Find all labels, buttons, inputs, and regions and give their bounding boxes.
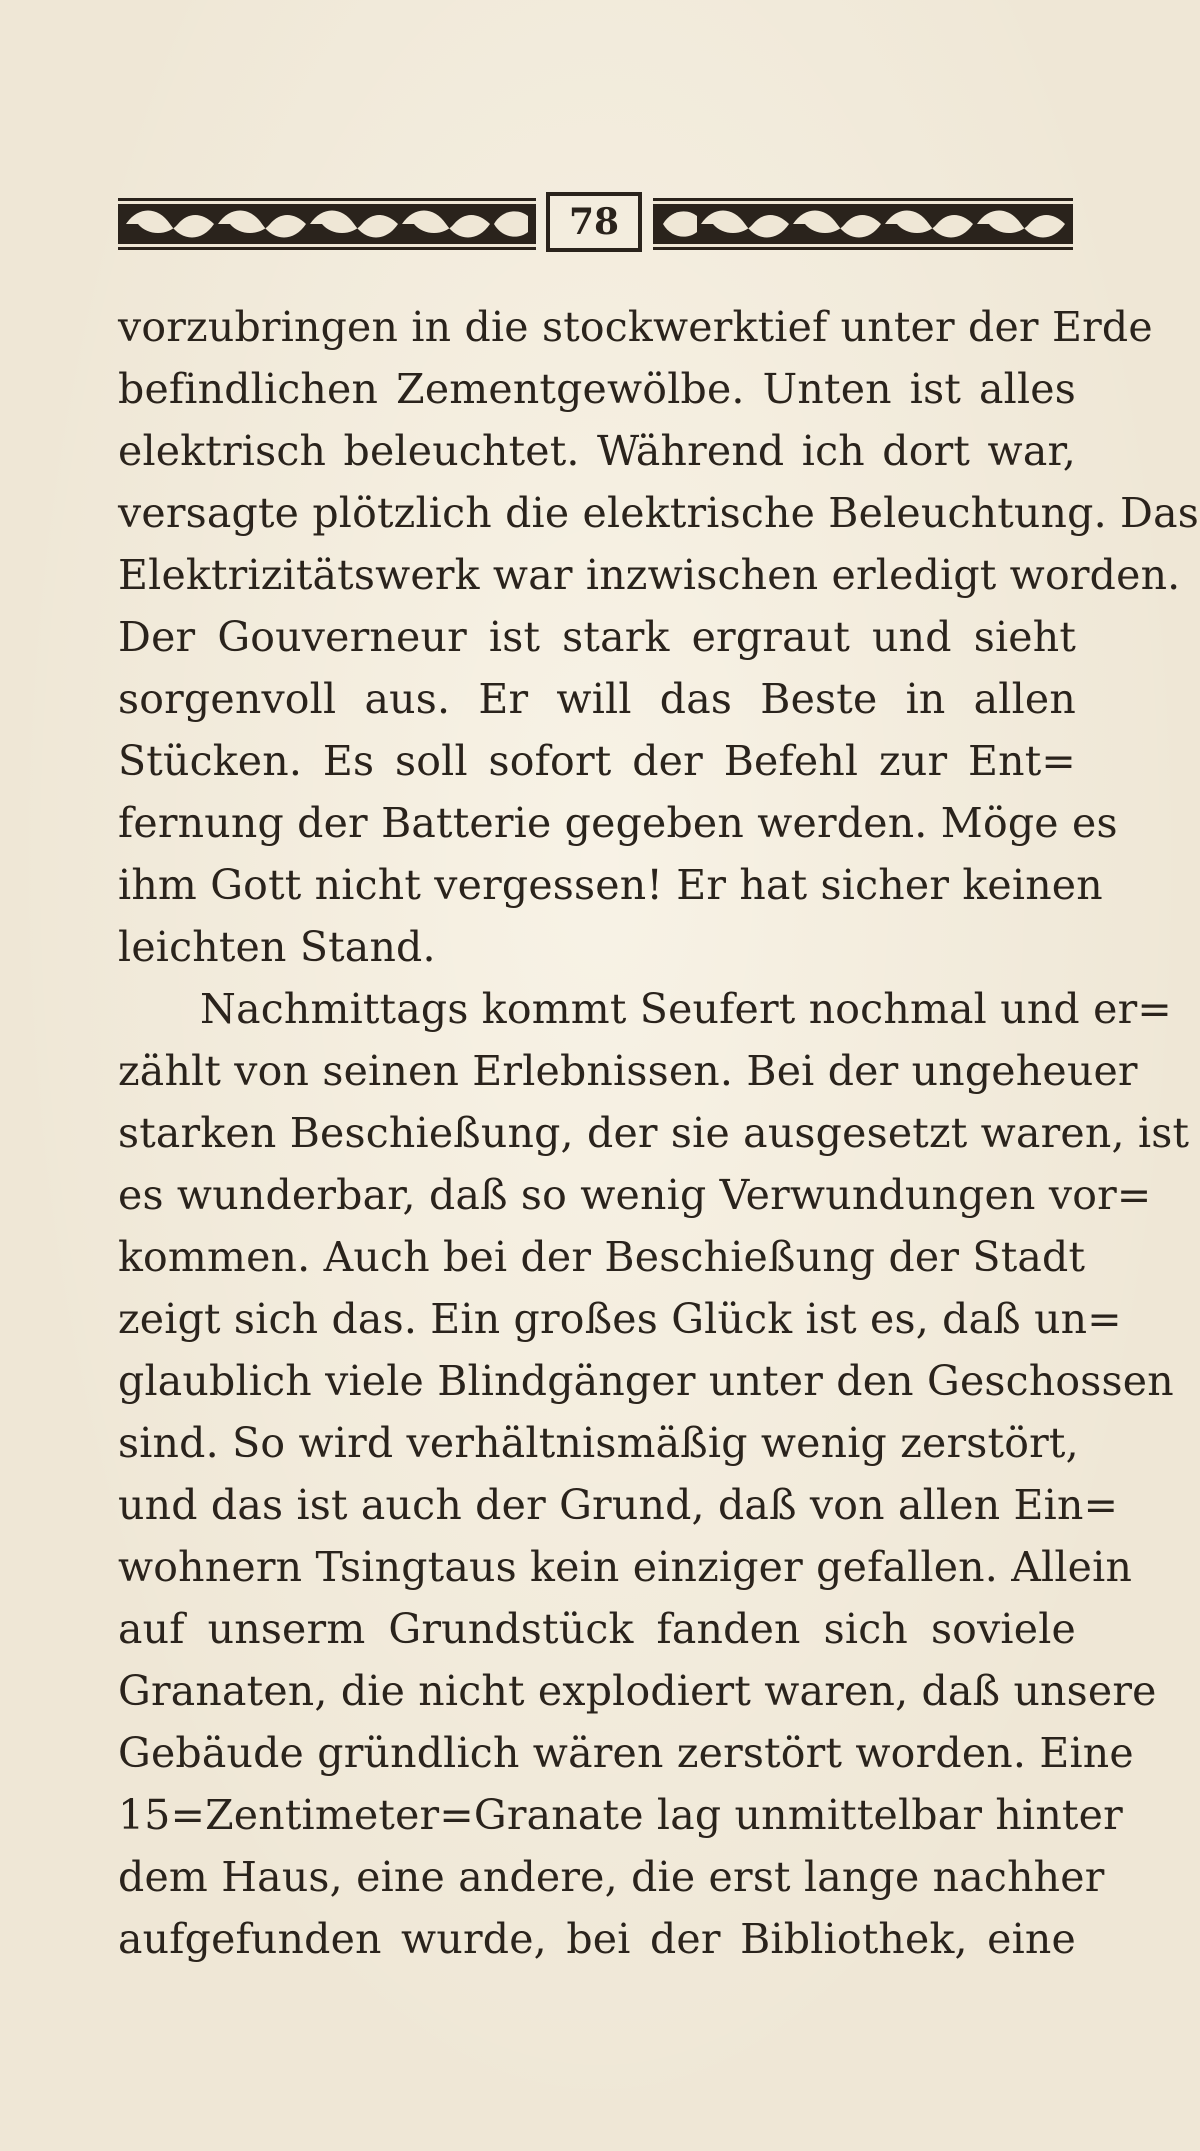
text-line: elektrisch beleuchtet. Während ich dort war, [118,427,1076,475]
text-line: ihm Gott nicht vergessen! Er hat sicher keinen [118,861,1103,909]
text-line: Elektrizitätswerk war inzwischen erledigt worden. [118,551,1181,599]
text-line: starken Beschießung, der sie ausgesetzt waren, ist [118,1109,1190,1157]
left-header-ornament [118,198,536,250]
text-line: auf unserm Grundstück fanden sich soviele [118,1605,1076,1653]
text-line: sind. So wird verhältnismäßig wenig zerstört, [118,1419,1079,1467]
text-line: Nachmittags kommt Seufert nochmal und er= [200,985,1172,1033]
text-line: aufgefunden wurde, bei der Bibliothek, eine [118,1915,1076,1963]
text-line: zeigt sich das. Ein großes Glück ist es, daß un= [118,1295,1122,1343]
text-line: Der Gouverneur ist stark ergraut und sieht [118,613,1076,661]
text-line: fernung der Batterie gegeben werden. Möge es [118,799,1118,847]
page-header [118,190,1073,260]
text-line: versagte plötzlich die elektrische Beleuchtung. Das [118,489,1200,537]
text-line: wohnern Tsingtaus kein einziger gefallen. Allein [118,1543,1133,1591]
text-line: und das ist auch der Grund, daß von allen Ein= [118,1481,1119,1529]
text-line: dem Haus, eine andere, die erst lange nachher [118,1853,1105,1901]
text-line: 15=Zentimeter=Granate lag unmittelbar hinter [118,1791,1123,1839]
body-text [118,296,1200,1970]
text-line: zählt von seinen Erlebnissen. Bei der ungeheuer [118,1047,1138,1095]
right-header-ornament [653,198,1073,250]
text-line: sorgenvoll aus. Er will das Beste in allen [118,675,1076,723]
text-line: leichten Stand. [118,923,436,971]
text-line: Gebäude gründlich wären zerstört worden. Eine [118,1729,1134,1777]
text-line: es wunderbar, daß so wenig Verwundungen vor= [118,1171,1152,1219]
text-line: befindlichen Zementgewölbe. Unten ist alles [118,365,1076,413]
text-line: vorzubringen in die stockwerktief unter der Erde [118,303,1153,351]
text-line: Stücken. Es soll sofort der Befehl zur Ent= [118,737,1076,785]
text-line: glaublich viele Blindgänger unter den Geschossen [118,1357,1174,1405]
text-line: kommen. Auch bei der Beschießung der Stadt [118,1233,1086,1281]
text-line: Granaten, die nicht explodiert waren, daß unsere [118,1667,1157,1715]
page-number: 78 [546,192,642,252]
